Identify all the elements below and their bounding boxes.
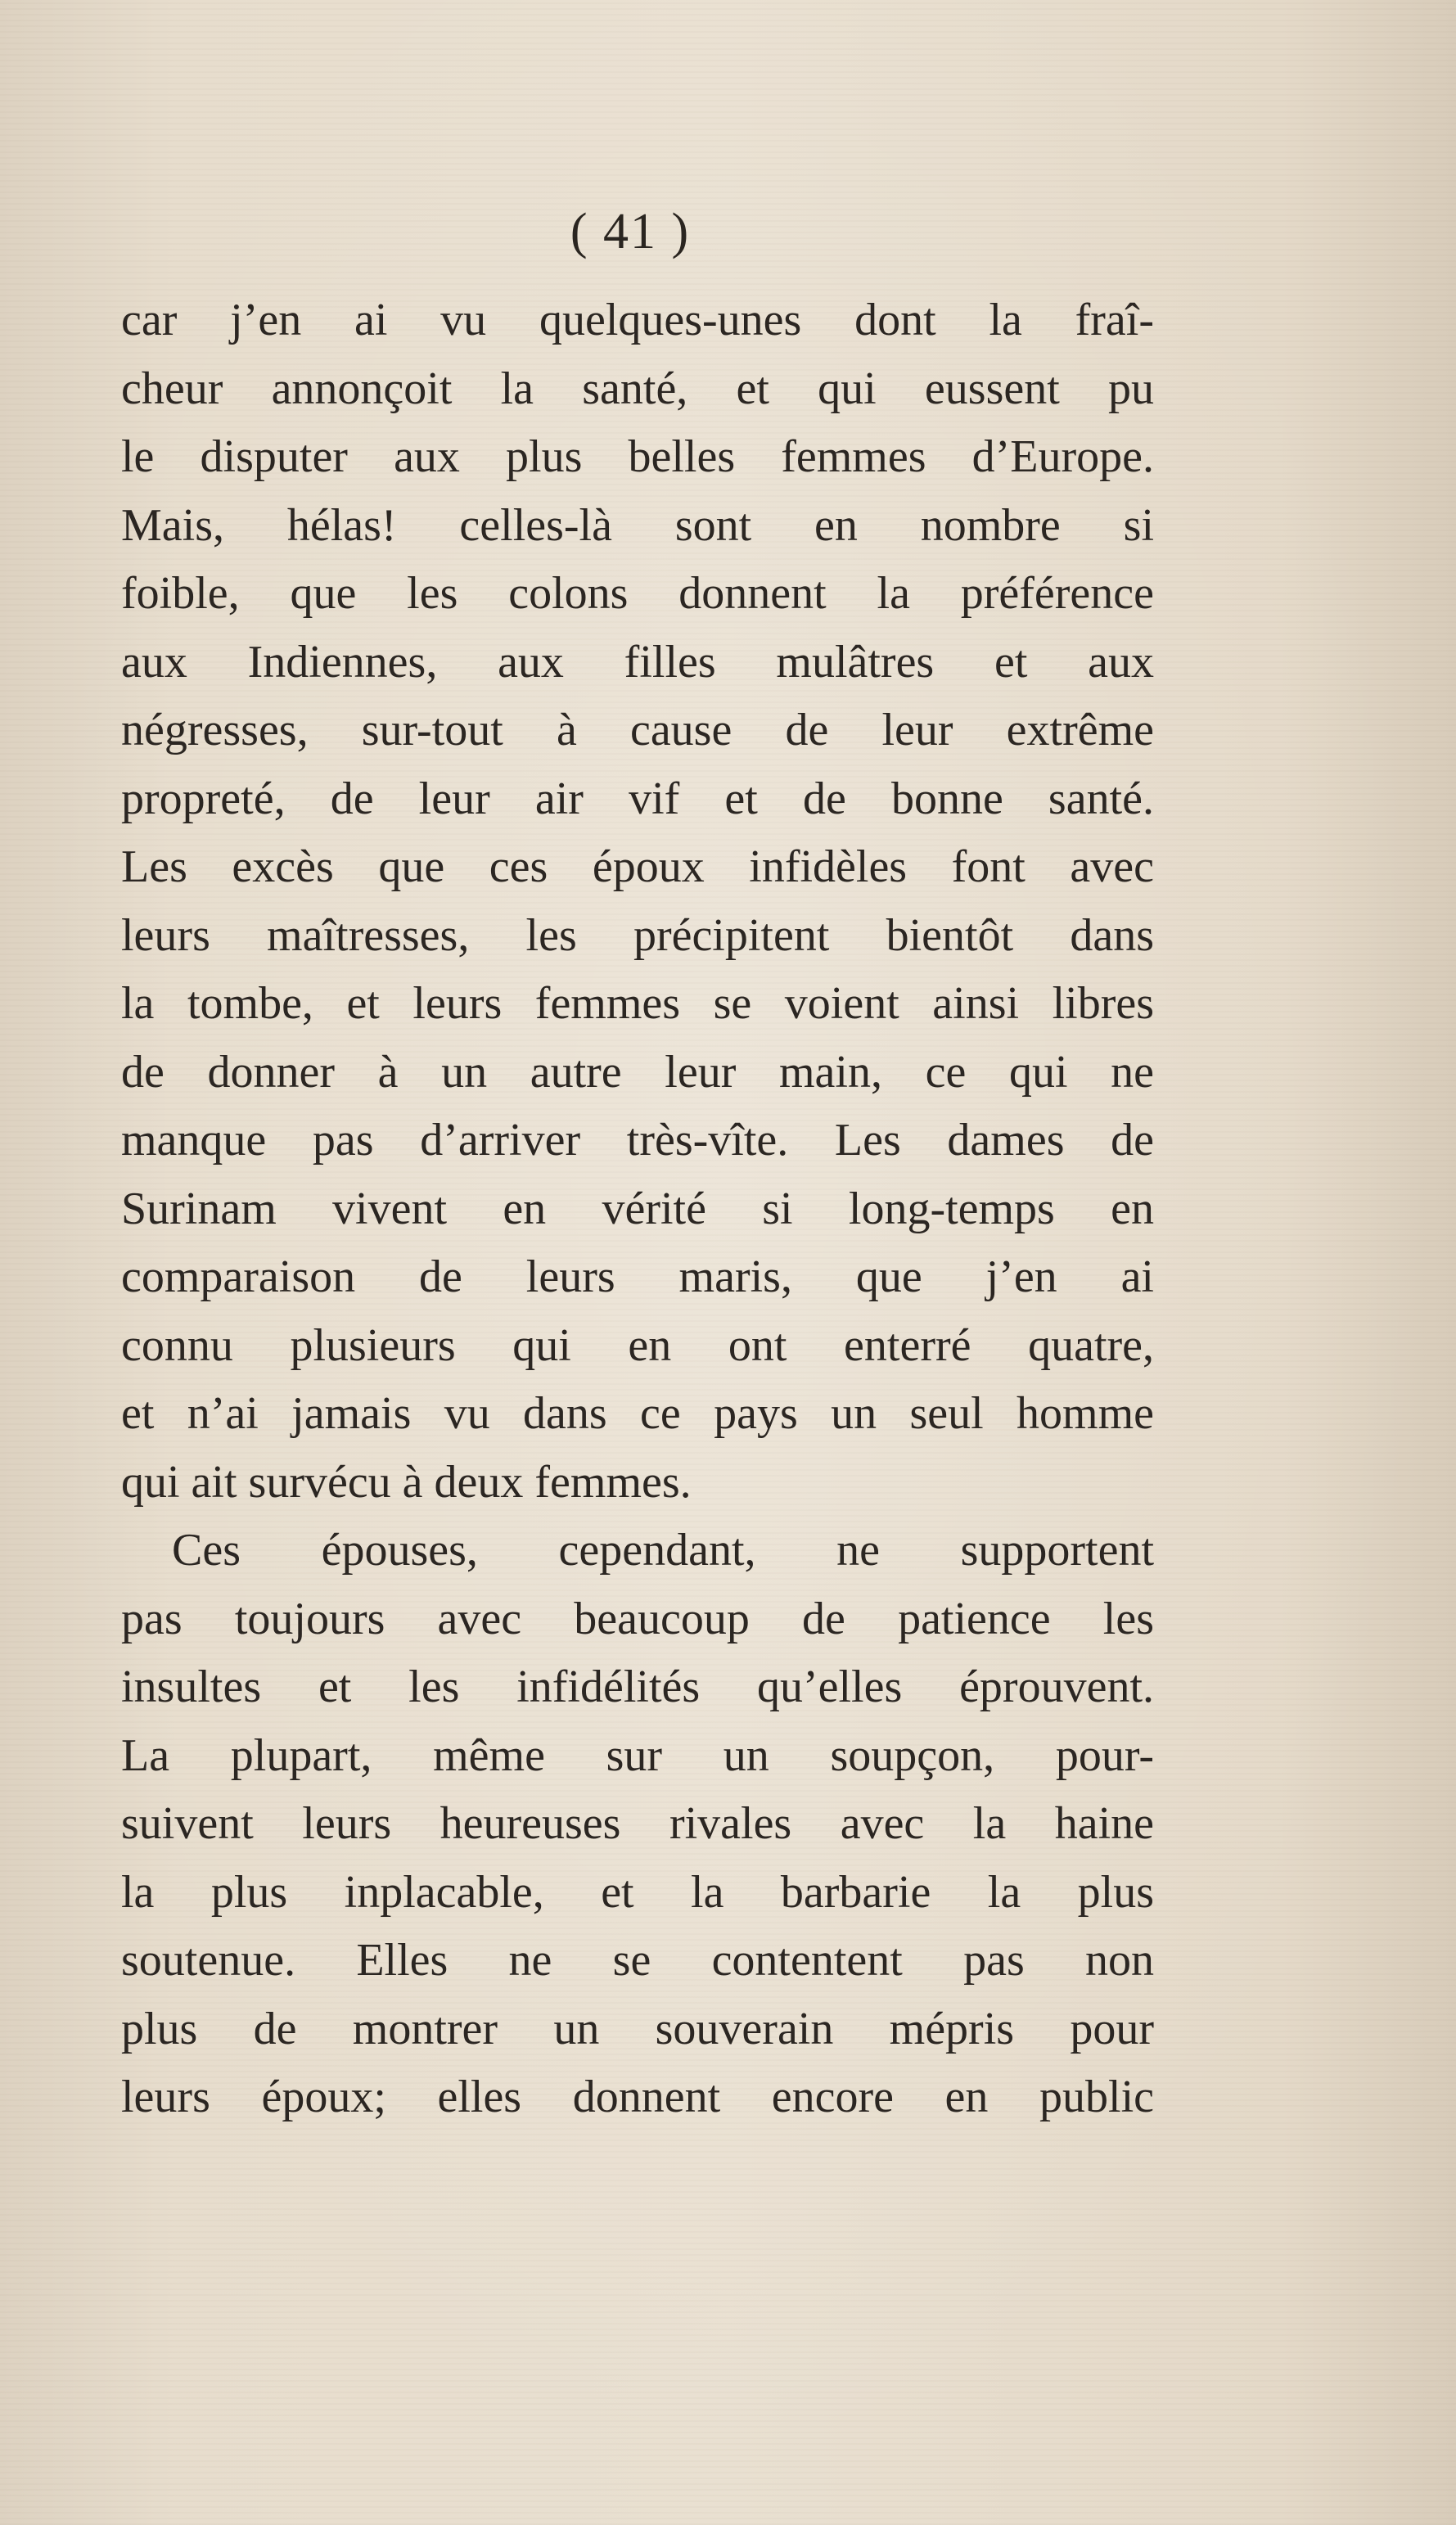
text-line: soutenue. Elles ne se contentent pas non [121,1935,1154,1986]
text-line: le disputer aux plus belles femmes d’Europe. [121,431,1154,482]
text-line: Ces épouses, cependant, ne supportent [172,1525,1154,1576]
text-line: et n’ai jamais vu dans ce pays un seul homme [121,1388,1154,1439]
text-line: leurs époux; elles donnent encore en public [121,2072,1154,2122]
text-line: Mais, hélas! celles-là sont en nombre si [121,499,1154,551]
body-text [121,286,1154,2132]
text-line: qui ait survécu à deux femmes. [121,1456,692,1508]
text-line: comparaison de leurs maris, que j’en ai [121,1251,1154,1302]
text-line: La plupart, même sur un soupçon, pour- [121,1729,1154,1781]
text-line: de donner à un autre leur main, ce qui ne [121,1046,1154,1098]
text-line: car j’en ai vu quelques-unes dont la fraî- [121,295,1154,345]
text-line: cheur annonçoit la santé, et qui eussent pu [121,363,1154,414]
text-line: pas toujours avec beaucoup de patience les [121,1593,1154,1644]
text-line: leurs maîtresses, les précipitent bientôt dans [121,909,1154,961]
text-line: Les excès que ces époux infidèles font avec [121,841,1154,892]
page-number: ( 41 ) [570,204,691,259]
text-line: insultes et les infidélités qu’elles éprouvent. [121,1662,1154,1712]
text-line: propreté, de leur air vif et de bonne santé. [121,773,1154,824]
text-line: aux Indiennes, aux filles mulâtres et aux [121,636,1154,688]
text-line: Surinam vivent en vérité si long-temps en [121,1183,1154,1234]
text-line: connu plusieurs qui en ont enterré quatre, [121,1319,1154,1371]
text-line: suivent leurs heureuses rivales avec la haine [121,1798,1154,1849]
text-line: foible, que les colons donnent la préférence [121,568,1154,619]
text-line: la tombe, et leurs femmes se voient ainsi libres [121,978,1154,1029]
text-line: négresses, sur-tout à cause de leur extrême [121,705,1154,755]
text-line: manque pas d’arriver très-vîte. Les dames de [121,1115,1154,1166]
text-line: la plus inplacable, et la barbarie la plus [121,1866,1154,1918]
text-line: plus de montrer un souverain mépris pour [121,2003,1154,2054]
